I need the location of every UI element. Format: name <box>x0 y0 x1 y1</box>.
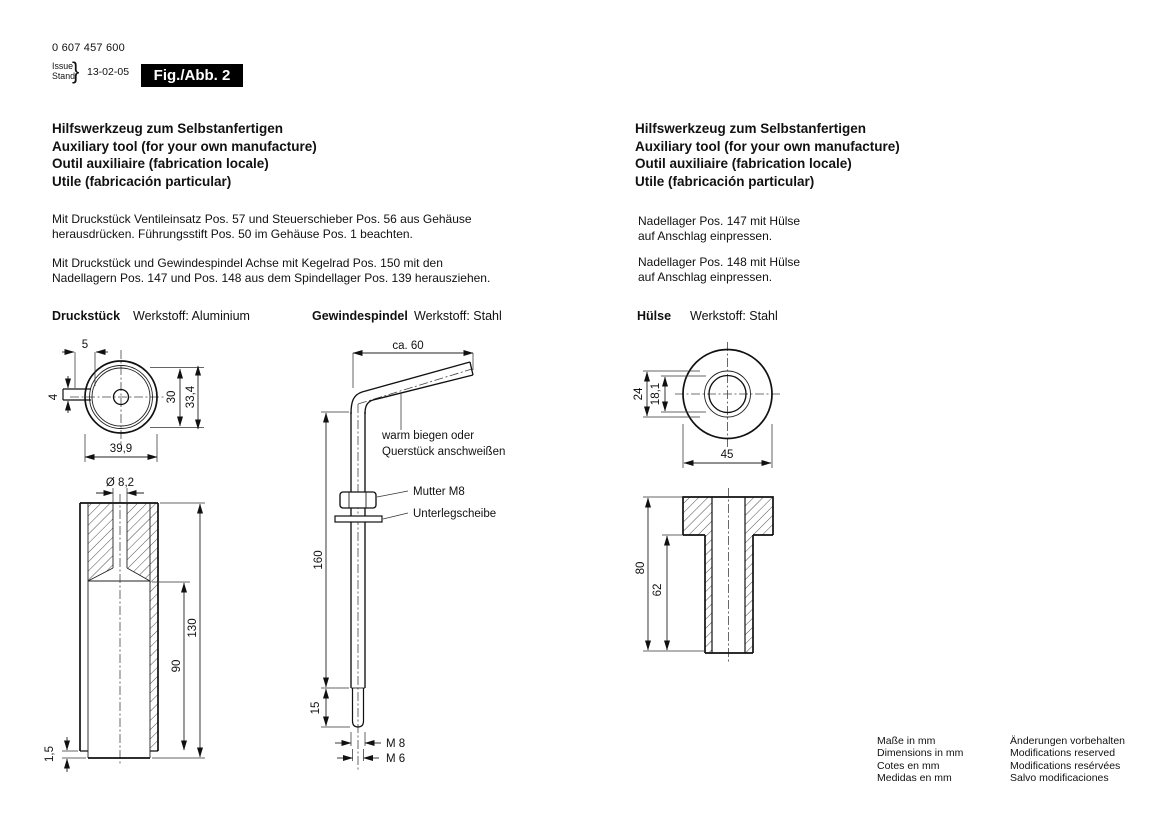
part-number: 0 607 457 600 <box>52 42 125 54</box>
druckstueck-drawing <box>38 336 210 776</box>
heading-line: Outil auxiliaire (fabrication locale) <box>635 156 852 172</box>
dim-30: 30 <box>166 390 178 404</box>
druckstueck-section-dimensions <box>44 477 205 772</box>
dim-1-5: 1,5 <box>44 746 56 762</box>
heading-line: Hilfswerkzeug zum Selbstanfertigen <box>52 121 284 136</box>
druckstueck-section-view <box>80 494 158 766</box>
heading-line: Hilfswerkzeug zum Selbstanfertigen <box>635 121 867 136</box>
druckstueck-title: Druckstück <box>52 309 121 323</box>
paragraph-line: auf Anschlag einpressen. <box>638 270 773 285</box>
footer-line: Dimensions in mm <box>877 747 964 760</box>
heading-line: Outil auxiliaire (fabrication locale) <box>52 156 269 172</box>
footer-line: Salvo modificaciones <box>1010 772 1109 785</box>
footer-line: Cotes en mm <box>877 759 940 772</box>
dim-80: 80 <box>635 561 647 575</box>
paragraph-left-1 <box>52 212 472 242</box>
figure-badge: Fig./Abb. 2 <box>141 64 243 87</box>
druckstueck-material: Werkstoff: Aluminium <box>133 309 250 323</box>
huelse-section-view <box>683 488 773 663</box>
label-washer: Unterlegscheibe <box>413 508 497 520</box>
gewindespindel-dimensions <box>310 340 505 765</box>
paragraph-line: Mit Druckstück Ventileinsatz Pos. 57 und Steuerschieber Pos. 56 aus Gehäuse <box>52 212 472 226</box>
dim-18-1: 18,1 <box>650 382 662 406</box>
dim-160: 160 <box>313 550 325 570</box>
paragraph-line: auf Anschlag einpressen. <box>638 229 773 244</box>
stand-label: Stand <box>52 70 75 81</box>
heading-line: Auxiliary tool (for your own manufacture) <box>52 138 317 154</box>
huelse-title: Hülse <box>637 309 672 323</box>
label-nut: Mutter M8 <box>413 486 465 498</box>
dim-24: 24 <box>633 387 645 401</box>
dim-ca60: ca. 60 <box>392 340 424 352</box>
dim-bore: Ø 8,2 <box>105 477 135 489</box>
issue-stand-brace: } <box>72 57 80 84</box>
heading-right <box>635 120 900 190</box>
heading-line: Utile (fabricación particular) <box>52 173 232 189</box>
footer-line: Maße in mm <box>877 735 936 747</box>
heading-line: Auxiliary tool (for your own manufacture) <box>635 138 900 154</box>
dim-90: 90 <box>171 659 183 673</box>
label-m8: M 8 <box>386 738 406 750</box>
gewindespindel-title: Gewindespindel <box>312 309 408 323</box>
huelse-drawing <box>630 336 830 681</box>
footer-line: Modifications resérvées <box>1010 759 1121 772</box>
footer-units <box>877 735 963 785</box>
note-line-2: Querstück anschweißen <box>382 446 506 458</box>
issue-label: Issue <box>52 61 74 71</box>
heading-line: Utile (fabricación particular) <box>635 173 815 189</box>
huelse-material: Werkstoff: Stahl <box>690 309 778 323</box>
paragraph-right-2 <box>638 255 800 285</box>
heading-left <box>52 120 317 190</box>
huelse-top-view <box>675 342 781 447</box>
note-line-1: warm biegen oder <box>382 430 475 442</box>
dim-33-4: 33,4 <box>185 385 197 409</box>
footer-line: Modifications reserved <box>1010 747 1116 760</box>
footer-notice <box>1010 735 1125 785</box>
paragraph-left-2 <box>52 256 490 286</box>
dim-5: 5 <box>81 339 89 351</box>
dim-4: 4 <box>48 393 60 401</box>
gewindespindel-geometry <box>335 362 473 772</box>
paragraph-right-1 <box>638 214 800 244</box>
dim-62: 62 <box>652 583 664 597</box>
paragraph-line: Nadellagern Pos. 147 und Pos. 148 aus dem Spindellager Pos. 139 herausziehen. <box>52 271 491 286</box>
druckstueck-top-view <box>63 350 172 444</box>
paragraph-line: Mit Druckstück und Gewindespindel Achse mit Kegelrad Pos. 150 mit den <box>52 256 443 270</box>
dim-39-9: 39,9 <box>109 443 133 455</box>
dim-15: 15 <box>310 701 322 715</box>
dim-45: 45 <box>720 449 734 461</box>
huelse-top-dimensions <box>633 371 772 468</box>
footer-line: Änderungen vorbehalten <box>1010 735 1126 747</box>
paragraph-line: Nadellager Pos. 147 mit Hülse <box>638 214 801 228</box>
paragraph-line: Nadellager Pos. 148 mit Hülse <box>638 255 801 269</box>
label-m6: M 6 <box>386 753 406 765</box>
paragraph-line: herausdrücken. Führungsstift Pos. 50 im Gehäuse Pos. 1 beachten. <box>52 227 413 242</box>
footer-line: Medidas en mm <box>877 772 952 785</box>
gewindespindel-drawing <box>300 336 515 776</box>
issue-date: 13-02-05 <box>87 66 130 78</box>
gewindespindel-material: Werkstoff: Stahl <box>414 309 502 323</box>
dim-130: 130 <box>187 618 199 638</box>
